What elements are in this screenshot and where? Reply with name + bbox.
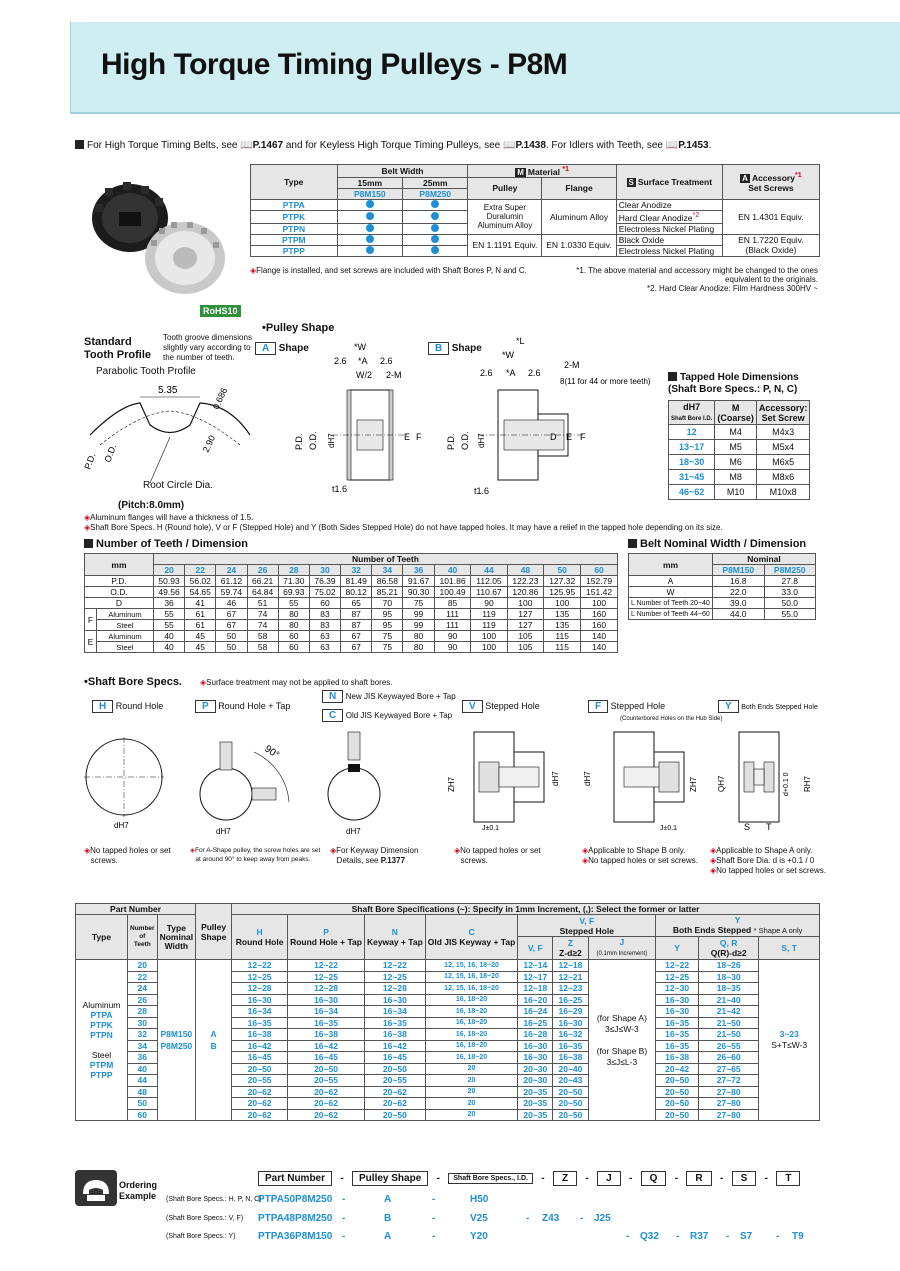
- book-icon: 📖: [240, 140, 253, 151]
- svg-text:d+0.1 0: d+0.1 0: [783, 772, 790, 796]
- svg-text:2.6: 2.6: [528, 368, 541, 378]
- tapped-hole-title: Tapped Hole Dimensions (Shaft Bore Specs.: P, N, C): [668, 372, 799, 395]
- svg-text:t1.6: t1.6: [332, 484, 348, 494]
- ordering-row3-part: PTPA36P8M150: [258, 1231, 333, 1242]
- bore-c-label: C Old JIS Keywayed Bore + Tap: [322, 709, 452, 722]
- square-bullet-icon: [75, 140, 84, 149]
- teeth-dimension-title: Number of Teeth / Dimension: [84, 538, 248, 550]
- ref-link-idlers[interactable]: P.1453: [678, 140, 709, 151]
- svg-text:ZH7: ZH7: [689, 776, 698, 792]
- note-icon: ◈: [250, 266, 257, 275]
- nominal-width-cell: P8M150 P8M250: [157, 960, 196, 1121]
- svg-text:O.D.: O.D.: [102, 442, 119, 464]
- svg-text:dH7: dH7: [551, 771, 560, 786]
- svg-text:2.6: 2.6: [480, 368, 493, 378]
- svg-text:E: E: [404, 432, 411, 442]
- ordering-row2-part: PTPA48P8M250: [258, 1213, 333, 1224]
- type-cell: Aluminum PTPA PTPK PTPN Steel PTPM PTPP: [76, 960, 128, 1121]
- type-ptpp: PTPP: [251, 245, 338, 256]
- pulley-shape-title: •Pulley Shape: [262, 322, 335, 334]
- available-dot-icon: [366, 246, 374, 254]
- svg-text:5.35: 5.35: [158, 385, 178, 396]
- bore-y-caption: ◈Applicable to Shape A only. ◈Shaft Bore Dia. d is +0.1 / 0 ◈No tapped holes or set screws.: [710, 846, 826, 875]
- table-row: 24 12~28 12~28 12~28 12, 15, 16, 18~20 12~18 12~23 12~30 18~35: [76, 983, 820, 995]
- note-icon: ◈: [582, 856, 589, 865]
- shaft-bore-drawings: [84, 722, 824, 842]
- table-row: 36 16~45 16~45 16~45 16, 18~20 16~30 16~38 16~38 26~60: [76, 1052, 820, 1064]
- note-icon: ◈: [200, 678, 207, 687]
- type-ptpk: PTPK: [251, 210, 338, 223]
- teeth-count-header: 28: [278, 565, 309, 576]
- shape-a-drawing: [292, 340, 432, 510]
- table-row: E Aluminum 40 45 50 58 60 63 67 75 80 90 100 105 115 140: [85, 631, 618, 642]
- shaft-bore-title: •Shaft Bore Specs.: [84, 676, 182, 688]
- square-bullet-icon: [84, 539, 93, 548]
- available-dot-icon: [431, 224, 439, 232]
- note-icon: ◈: [710, 866, 717, 875]
- bore-v-label: V Stepped Hole: [462, 700, 540, 713]
- bore-n-caption: ◈For Keyway Dimension Details, see P.1377: [330, 846, 419, 865]
- svg-text:2.6: 2.6: [334, 356, 347, 366]
- tapped-hole-table: dH7 Shaft Bore I.D. M (Coarse) Accessory: Set Screw 12 M4 M4x3 13~17 M5 M5x4 18~30 M6 M6x5 31~45 M8 M8x6 46~62 M10 M10x8: [668, 400, 810, 500]
- note-icon: ◈: [710, 856, 717, 865]
- svg-text:90°: 90°: [262, 743, 281, 762]
- tooth-profile-title: Standard Tooth Profile: [84, 336, 152, 361]
- teeth-count-header: 34: [372, 565, 403, 576]
- svg-text:0.686: 0.686: [210, 386, 230, 411]
- table-row: 60 20~62 20~62 20~50 20 20~35 20~50 20~50 27~80: [76, 1109, 820, 1121]
- svg-text:P.D.: P.D.: [446, 433, 456, 450]
- svg-text:T: T: [766, 822, 772, 832]
- bore-h-label: H Round Hole: [92, 700, 163, 713]
- note-icon: ◈: [84, 513, 91, 522]
- book-icon: 📖: [665, 140, 679, 151]
- table-row: 50 20~62 20~62 20~62 20 20~35 20~50 20~50 27~80: [76, 1098, 820, 1110]
- ordering-label: Ordering Example: [119, 1180, 158, 1201]
- square-bullet-icon: [668, 372, 677, 381]
- table-row: 22 12~25 12~25 12~25 12, 15, 16, 18~20 12~17 12~21 12~25 18~30: [76, 971, 820, 983]
- table-row: 28 16~34 16~34 16~34 16, 18~20 16~24 16~29 16~30 21~42: [76, 1006, 820, 1018]
- svg-text:*A: *A: [506, 368, 516, 378]
- note-icon: ◈: [582, 846, 589, 855]
- ordering-phone-icon: [75, 1170, 117, 1206]
- svg-text:P.D.: P.D.: [294, 433, 304, 450]
- bore-n-label: N New JIS Keywayed Bore + Tap: [322, 690, 456, 703]
- root-circle-label: Root Circle Dia.: [143, 480, 214, 491]
- svg-text:*W: *W: [502, 350, 514, 360]
- note-icon: ◈: [84, 846, 91, 855]
- available-dot-icon: [366, 224, 374, 232]
- pitch-label: (Pitch:8.0mm): [118, 500, 185, 511]
- svg-text:W/2: W/2: [356, 370, 373, 380]
- available-dot-icon: [366, 212, 374, 220]
- svg-text:F: F: [580, 432, 586, 442]
- page-title: High Torque Timing Pulleys - P8M: [101, 48, 568, 81]
- note-icon: ◈: [454, 846, 461, 855]
- svg-text:J±0.1: J±0.1: [482, 825, 500, 832]
- teeth-count-header: 30: [309, 565, 340, 576]
- shape-b-label: B Shape: [428, 342, 482, 355]
- product-image: [75, 160, 245, 320]
- belt-nominal-table: mm Nominal P8M150 P8M250 A 16.8 27.8 W 22.0 33.0 L Number of Teeth 20~40 39.0 50.0 L Number of Teeth 44~60 44.0 55.0: [628, 553, 816, 620]
- teeth-count-header: 24: [216, 565, 247, 576]
- svg-text:E: E: [566, 432, 573, 442]
- figure-note-2: ◈Shaft Bore Specs. H (Round hole), V or F (Stepped Hole) and Y (Both Sides Stepped Hole) do not have tapped holes. It may have a relief in the tapped hole depending on its size.: [84, 523, 723, 532]
- available-dot-icon: [366, 200, 374, 208]
- ordering-row1-label: (Shaft Bore Specs.: H, P, N, C): [166, 1196, 262, 1203]
- table-row: P.D. 50.93 56.02 61.12 66.21 71.30 76.39 81.49 86.58 91.67 101.86 112.05 122.23 127.32 152.79: [85, 576, 618, 587]
- belt-nominal-title: Belt Nominal Width / Dimension: [628, 538, 806, 550]
- st-range-cell: 3~23 S+T≤W-3: [759, 960, 820, 1121]
- bore-y-label: Y Both Ends Stepped Hole: [718, 700, 818, 713]
- ordering-row1-part: PTPA50P8M250: [258, 1194, 333, 1205]
- svg-text:2-M: 2-M: [386, 370, 402, 380]
- type-ptpn: PTPN: [251, 223, 338, 234]
- svg-text:dH7: dH7: [216, 827, 231, 836]
- svg-text:RH7: RH7: [803, 775, 812, 792]
- note-icon: ◈: [330, 846, 337, 855]
- j-range-cell: (for Shape A) 3≤J≤W-3 (for Shape B) 3≤J≤L-3: [588, 960, 656, 1121]
- table-row: F Aluminum 55 61 67 74 80 83 87 95 99 111 119 127 135 160: [85, 609, 618, 620]
- svg-text:dH7: dH7: [346, 827, 361, 836]
- part-number-table: Part Number Pulley Shape Shaft Bore Specifications (~): Specify in 1mm Increment, (,): Select the former or latter Type Number of Teeth Type Nominal Width H Round Hole P Round Hole + Tap N Keyway + Tap C Old JIS Keyway + Tap V, F Stepped Hole Y Both Ends Stepped * Shape A only V, F Z Z-d≥2 J (0.1mm Increment) Y Q, R Q(R)-d≥2 S, T Aluminum PTPA PTPK PTPN Steel PTPM PTPP 20 P8M150 P8M250 A B 12~22 12~22 12~22 12, 15, 16, 18~20 12~14 12~18 (for Shape A) 3≤J≤W-3 (for Shape B) 3≤J≤L-3 12~22 18~26 3~23 S+T≤W-3 22 12~25 12~25 12~25 12, 15, 16, 18~20 12~17 12~21 12~25 18~30 24 12~28 12~28 12~28 12, 15, 16, 18~20 12~18 12~23 12~30 18~35 26 16~30 16~30 16~30 16, 18~20 16~20 16~25 16~30 21~40 28 16~34 16~34 16~34 16, 18~20 16~24 16~29 16~30 21~42 30 16~35 16~35 16~35 16, 18~20 16~25 16~30 16~35 21~50 32 16~38 16~38 16~38 16, 18~20 16~28 16~32 16~35 21~50 34 16~42 16~42 16~42 16, 18~20 16~30 16~35 16~35 26~55 36 16~45 16~45 16~45 16, 18~20 16~30 16~38 16~38 26~60 40 20~50 20~50 20~50 20 20~30 20~40 20~42 27~65 44 20~55 20~55 20~55 20 20~30 20~43 20~50 27~72 48 20~62 20~62 20~62 20 20~35 20~50 20~50 27~80 50 20~62 20~62 20~62 20 20~35 20~50 20~50 27~80 60 20~62 20~62 20~50 20 20~35 20~50 20~50 27~80: [75, 903, 820, 1121]
- shape-a-label: A Shape: [255, 342, 309, 355]
- ordering-row2-label: (Shaft Bore Specs.: V, F): [166, 1215, 244, 1222]
- teeth-count-header: 50: [544, 565, 581, 576]
- table-row: 40 20~50 20~50 20~50 20 20~30 20~40 20~42 27~65: [76, 1063, 820, 1075]
- bore-p-caption: ◈For A-Shape pulley, the screw holes are set at around 90° to keep away from peaks.: [190, 847, 321, 863]
- svg-text:P.D.: P.D.: [82, 451, 98, 471]
- svg-text:F: F: [416, 432, 422, 442]
- spec-note-left: ◈Flange is installed, and set screws are included with Shaft Bores P, N and C.: [250, 266, 527, 275]
- svg-text:dH7: dH7: [477, 433, 486, 448]
- svg-text:ZH7: ZH7: [447, 776, 456, 792]
- row-group-label: F: [85, 609, 97, 631]
- svg-text:QH7: QH7: [717, 775, 726, 792]
- bore-h-caption: ◈No tapped holes or set screws.: [84, 846, 171, 865]
- svg-text:dH7: dH7: [114, 821, 129, 830]
- bore-p-label: P Round Hole + Tap: [195, 700, 290, 713]
- bore-f-caption: ◈Applicable to Shape B only. ◈No tapped holes or set screws.: [582, 846, 698, 865]
- pulley-shape-cell: A B: [196, 960, 232, 1121]
- row-group-label: E: [85, 631, 97, 653]
- svg-text:O.D.: O.D.: [308, 431, 318, 450]
- svg-text:J±0.1: J±0.1: [660, 825, 678, 832]
- svg-text:O.D.: O.D.: [460, 431, 470, 450]
- page-header: [70, 22, 900, 114]
- teeth-count-header: 32: [341, 565, 372, 576]
- ref-link-belts[interactable]: P.1467: [252, 140, 284, 151]
- shaft-bore-note: ◈Surface treatment may not be applied to shaft bores.: [200, 678, 393, 687]
- available-dot-icon: [366, 235, 374, 243]
- table-row: 48 20~62 20~62 20~62 20 20~35 20~50 20~50 27~80: [76, 1086, 820, 1098]
- spec-note-right: *1. The above material and accessory might be changed to the ones equivalent to the originals. *2. Hard Clear Anodize: Film Hardness 300HV ~: [576, 266, 818, 293]
- teeth-count-header: 60: [581, 565, 618, 576]
- intro-line: For High Torque Timing Belts, see 📖P.1467 and for Keyless High Torque Timing Pulleys, see 📖P.1438. For Idlers with Teeth, see 📖P.1453.: [75, 140, 711, 151]
- teeth-count-header: 20: [153, 565, 184, 576]
- ref-link-keyway[interactable]: P.1377: [380, 856, 406, 865]
- note-icon: ◈: [710, 846, 717, 855]
- tooth-profile-desc: Tooth groove dimensions slightly vary according to the number of teeth.: [163, 333, 252, 362]
- available-dot-icon: [431, 246, 439, 254]
- type-ptpm: PTPM: [251, 234, 338, 245]
- bore-f-sub: (Counterbored Holes on the Hub Side): [620, 716, 723, 722]
- available-dot-icon: [431, 235, 439, 243]
- bore-v-caption: ◈No tapped holes or set screws.: [454, 846, 541, 865]
- svg-text:D: D: [550, 432, 557, 442]
- note-icon: ◈: [190, 847, 195, 854]
- svg-text:8(11 for 44 or more teeth): 8(11 for 44 or more teeth): [560, 377, 651, 386]
- ordering-row3-label: (Shaft Bore Specs.: Y): [166, 1233, 236, 1240]
- note-icon: ◈: [84, 523, 91, 532]
- shape-b-drawing: [448, 334, 668, 510]
- table-row: Steel 55 61 67 74 80 83 87 95 99 111 119 127 135 160: [85, 620, 618, 631]
- available-dot-icon: [431, 212, 439, 220]
- parabolic-label: Parabolic Tooth Profile: [96, 366, 196, 377]
- svg-text:2.6: 2.6: [380, 356, 393, 366]
- square-bullet-icon: [628, 539, 637, 548]
- svg-text:S: S: [744, 822, 751, 832]
- rohs-badge: RoHS10: [200, 305, 241, 317]
- teeth-count-header: 22: [185, 565, 216, 576]
- teeth-count-header: 40: [434, 565, 471, 576]
- table-row: D 36 41 46 51 55 60 65 70 75 85 90 100 100 100: [85, 598, 618, 609]
- figure-note-1: ◈Aluminum flanges will have a thickness of 1.5.: [84, 513, 254, 522]
- teeth-count-header: 48: [507, 565, 544, 576]
- teeth-dimension-table: mm Number of Teeth 20 22 24 26 28 30 32 34 36 40 44 48 50 60 P.D. 50.93 56.02 61.12 66.21 71.30 76.39 81.49 86.58 91.67 101.86 112.05 122.23 127.32 152.79 O.D. 49.56 54.65 59.74 64.84 69.93 75.02 80.12 85.21 90.30 100.49 110.67 120.86 125.95 151.42 D 36 41 46 51 55 60 65 70 75 85 90 100 100 100 F Aluminum 55 61 67 74 80 83 87 95 99 111 119 127 135 160 Steel 55 61 67 74 80 83 87 95 99 111 119 127 135 160 E Aluminum 40 45 50 58 60 63 67 75 80 90 100 105 115 140 Steel 40 45 50 58 60 63 67 75 80 90 100 105 115 140: [84, 553, 618, 653]
- available-dot-icon: [431, 200, 439, 208]
- svg-text:t1.6: t1.6: [474, 486, 490, 496]
- ordering-header: Part Number - Pulley Shape - Shaft Bore Specs., I.D. - Z - J - Q - R - S - T: [258, 1171, 800, 1186]
- bore-f-label: F Stepped Hole: [588, 700, 665, 713]
- svg-text:*L: *L: [516, 336, 525, 346]
- table-row: O.D. 49.56 54.65 59.74 64.84 69.93 75.02 80.12 85.21 90.30 100.49 110.67 120.86 125.95 151.42: [85, 587, 618, 598]
- table-row: 30 16~35 16~35 16~35 16, 18~20 16~25 16~30 16~35 21~50: [76, 1017, 820, 1029]
- table-row: 32 16~38 16~38 16~38 16, 18~20 16~28 16~32 16~35 21~50: [76, 1029, 820, 1041]
- svg-text:2.90: 2.90: [200, 433, 218, 454]
- ref-link-keyless[interactable]: P.1438: [515, 140, 546, 151]
- svg-text:*W: *W: [354, 342, 366, 352]
- table-row: 26 16~30 16~30 16~30 16, 18~20 16~20 16~25 16~30 21~40: [76, 994, 820, 1006]
- svg-text:*A: *A: [358, 356, 368, 366]
- svg-text:2-M: 2-M: [564, 360, 580, 370]
- teeth-count-header: 44: [471, 565, 507, 576]
- tooth-profile-diagram: [80, 375, 260, 495]
- book-icon: 📖: [503, 140, 516, 151]
- table-row: 34 16~42 16~42 16~42 16, 18~20 16~30 16~35 16~35 26~55: [76, 1040, 820, 1052]
- table-row: Steel 40 45 50 58 60 63 67 75 80 90 100 105 115 140: [85, 642, 618, 653]
- teeth-count-header: 36: [403, 565, 434, 576]
- type-ptpa: PTPA: [251, 199, 338, 210]
- table-row: Aluminum PTPA PTPK PTPN Steel PTPM PTPP 20 P8M150 P8M250 A B 12~22 12~22 12~22 12, 15, 16, 18~20 12~14 12~18 (for Shape A) 3≤J≤W-3 (for Shape B) 3≤J≤L-3 12~22 18~26 3~23 S+T≤W-3: [76, 960, 820, 972]
- svg-text:dH7: dH7: [327, 433, 336, 448]
- teeth-count-header: 26: [247, 565, 278, 576]
- table-row: 44 20~55 20~55 20~55 20 20~30 20~43 20~50 27~72: [76, 1075, 820, 1087]
- material-spec-table: Type Belt Width M Material $^{*1}$ S Surface Treatment A Accessory$^{*1}$ Set Screws 15mm 25mm Pulley Flange P8M150 P8M250 PTPA Extra Super Duralumin Aluminum Alloy Aluminum Alloy Clear Anodize EN 1.4301 Equiv. PTPK Hard Clear Anodize$^{*2}$ PTPN Electroless Nickel Plating PTPM EN 1.1191 Equiv. EN 1.0330 Equiv. Black Oxide EN 1.7220 Equiv. (Black Oxide) PTPP Electroless Nickel Plating: [250, 164, 820, 257]
- svg-text:dH7: dH7: [583, 771, 592, 786]
